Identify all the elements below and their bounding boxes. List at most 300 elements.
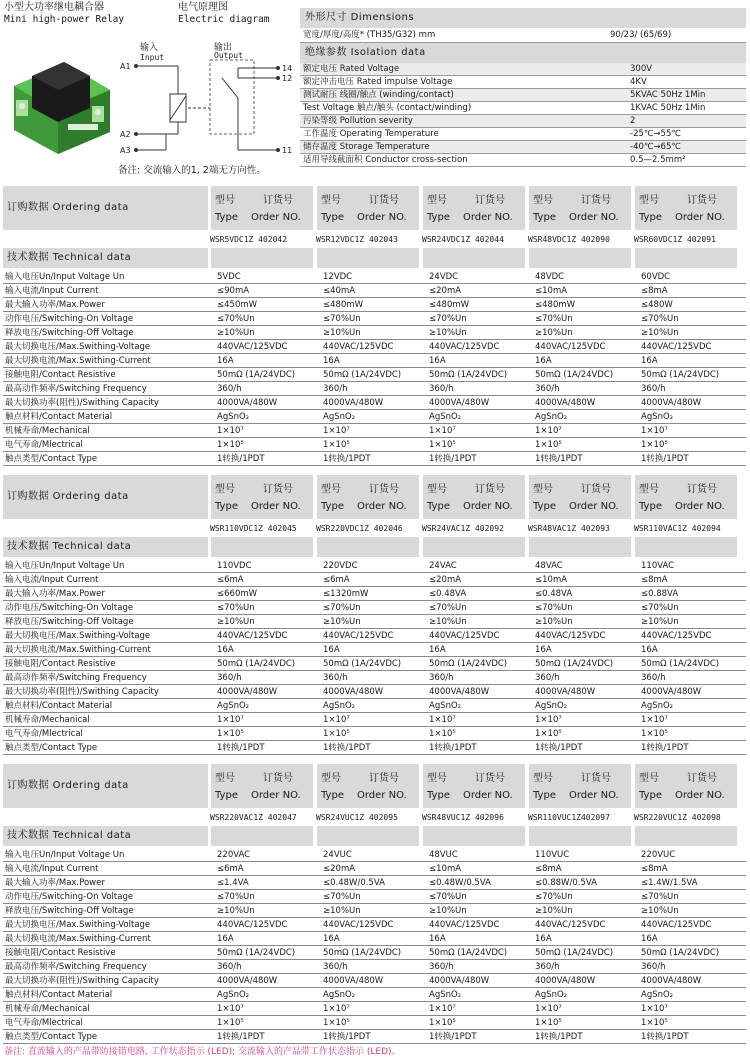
parameter-row (3, 960, 746, 974)
order-label-cn: 订货号 (369, 484, 399, 495)
parameter-value: ≥10%Un (323, 617, 361, 627)
parameter-label: 最大切换功率(阻性)/Swithing Capacity (5, 687, 159, 697)
parameter-value: ≤0.88W/0.5VA (535, 878, 597, 888)
parameter-value: 5VDC (217, 272, 241, 282)
parameter-value: 1×10⁵ (217, 729, 244, 739)
technical-data-label (3, 537, 746, 557)
column-header (423, 186, 525, 230)
parameter-label: 动作电压/Switching-On Voltage (5, 603, 134, 613)
parameter-value: ≥10%Un (429, 617, 467, 627)
parameter-value: ≤70%Un (323, 892, 361, 902)
parameter-value: ≥10%Un (535, 617, 573, 627)
parameter-value: 4000VA/480W (323, 687, 384, 697)
dimensions-row (300, 28, 746, 43)
parameter-label: 最大切换电压/Max.Swithing-Voltage (5, 920, 151, 930)
parameter-row (3, 615, 746, 629)
parameter-value: 220VDC (323, 561, 358, 571)
parameter-value: 4000VA/480W (217, 398, 278, 408)
column-header (529, 186, 631, 230)
parameter-value: 440VAC/125VDC (641, 342, 712, 352)
order-label-cn: 订货号 (581, 484, 611, 495)
parameter-value: ≤70%Un (641, 314, 679, 324)
order-label-en: Order NO. (569, 212, 619, 223)
parameter-row (3, 848, 746, 862)
parameter-value: 1转换/1PDT (323, 743, 371, 753)
parameter-value: 16A (217, 356, 234, 366)
parameter-value: 360/h (535, 673, 560, 683)
parameter-value: 4000VA/480W (535, 687, 596, 697)
parameter-row (3, 438, 746, 452)
parameter-label: 接触电阻/Contact Resistive (5, 948, 116, 958)
type-label-cn: 型号 (639, 773, 659, 784)
parameter-value: 1×10⁷ (217, 1004, 244, 1014)
parameter-value: 1转换/1PDT (429, 454, 477, 464)
type-label-cn: 型号 (533, 773, 553, 784)
parameter-value: 4000VA/480W (641, 687, 702, 697)
type-label-cn: 型号 (639, 484, 659, 495)
parameter-value: ≤10mA (535, 286, 568, 296)
parameter-value: ≤70%Un (217, 603, 255, 613)
parameter-label: 触点材料/Contact Material (5, 412, 113, 422)
isolation-label: 污染等级 Pollution severity (303, 116, 413, 126)
parameter-value: 50mΩ (1A/24VDC) (217, 948, 296, 958)
parameter-row (3, 284, 746, 298)
parameter-value: ≤6mA (217, 575, 244, 585)
order-label-cn: 订货号 (687, 195, 717, 206)
parameter-value: 24VUC (323, 850, 352, 860)
dimensions-label: 宽度/厚度/高度* (TH35/G32) mm (303, 30, 436, 40)
parameter-label: 最高动作频率/Switching Frequency (5, 673, 147, 683)
parameter-value: AgSnO₂ (535, 701, 568, 711)
parameter-value: 1×10⁵ (535, 1018, 562, 1028)
parameter-value: 440VAC/125VDC (535, 920, 606, 930)
parameter-value: 16A (641, 934, 658, 944)
model-order-number: WSR48VUC1Z 402096 (422, 813, 504, 822)
diagram-title-cn: 电气原理图 (178, 2, 228, 13)
order-label-cn: 订货号 (475, 773, 505, 784)
parameter-value: 1转换/1PDT (429, 743, 477, 753)
parameter-value: 1×10⁷ (641, 715, 668, 725)
parameter-label: 触点材料/Contact Material (5, 701, 113, 711)
parameter-value: 16A (641, 645, 658, 655)
order-label-en: Order NO. (357, 501, 407, 512)
parameter-value: 16A (535, 356, 552, 366)
parameter-row (3, 699, 746, 713)
parameter-label: 最大切换功率(阻性)/Swithing Capacity (5, 398, 159, 408)
order-label-en: Order NO. (251, 501, 301, 512)
parameter-row (3, 657, 746, 671)
parameter-value: ≤1.4VA (217, 878, 249, 888)
model-order-number: WSR24VAC1Z 402092 (422, 524, 504, 533)
parameter-label: 机械寿命/Mechanical (5, 426, 90, 436)
parameter-value: ≤660mW (217, 589, 258, 599)
parameter-row (3, 354, 746, 368)
parameter-value: 220VAC (217, 850, 251, 860)
parameter-value: 1转换/1PDT (535, 1032, 583, 1042)
parameter-value: ≤480W (641, 300, 673, 310)
order-label-en: Order NO. (357, 790, 407, 801)
diagram-title-en: Electric diagram (178, 14, 270, 25)
technical-data-label (3, 826, 746, 846)
parameter-value: ≤70%Un (323, 314, 361, 324)
parameter-row (3, 974, 746, 988)
type-label-en: Type (639, 501, 662, 512)
order-label-en: Order NO. (463, 212, 513, 223)
parameter-label: 动作电压/Switching-On Voltage (5, 314, 134, 324)
isolation-label: 工作温度 Operating Temperature (303, 129, 439, 139)
parameter-value: 1×10⁵ (641, 440, 668, 450)
parameter-value: 1×10⁵ (429, 440, 456, 450)
parameter-value: AgSnO₂ (217, 701, 250, 711)
type-label-cn: 型号 (427, 773, 447, 784)
parameter-value: ≥10%Un (217, 328, 255, 338)
isolation-row (300, 63, 746, 76)
order-label-en: Order NO. (463, 501, 513, 512)
isolation-label: 额定冲击电压 Rated impulse Voltage (303, 77, 453, 87)
parameter-value: 4000VA/480W (535, 976, 596, 986)
parameter-row (3, 559, 746, 573)
parameter-value: 50mΩ (1A/24VDC) (641, 659, 720, 669)
parameter-value: AgSnO₂ (217, 412, 250, 422)
parameter-value: 1×10⁵ (217, 440, 244, 450)
parameter-value: 4000VA/480W (323, 976, 384, 986)
parameter-label: 输入电流/Input Current (5, 575, 99, 585)
parameter-label: 输入电压Un/Input Voltage Un (5, 272, 125, 282)
footer-note: 备注: 直流输入的产品带防接错电路, 工作状态指示 (LED); 交流输入的产品带工作状态指示 (LED)。 (4, 1047, 401, 1057)
parameter-value: 4000VA/480W (429, 976, 490, 986)
parameter-value: 1转换/1PDT (535, 454, 583, 464)
type-label-en: Type (533, 212, 556, 223)
parameter-label: 最大输入功率/Max.Power (5, 589, 105, 599)
pin-a3: A3 (120, 146, 131, 155)
dimensions-value: 90/23/ (65/69) (610, 30, 672, 40)
model-order-number: WSR60VDC1Z 402091 (634, 235, 716, 244)
type-label-cn: 型号 (533, 484, 553, 495)
type-label-en: Type (321, 501, 344, 512)
order-label-en: Order NO. (675, 212, 725, 223)
model-order-number: WSR220VUC1Z 402098 (634, 813, 721, 822)
parameter-row (3, 410, 746, 424)
isolation-value: 0.5—2.5mm² (630, 155, 686, 165)
order-label-cn: 订货号 (475, 484, 505, 495)
parameter-value: AgSnO₂ (535, 990, 568, 1000)
parameter-value: 1×10⁷ (641, 1004, 668, 1014)
parameter-value: 110VDC (217, 561, 252, 571)
parameter-value: 1×10⁵ (217, 1018, 244, 1028)
parameter-label: 接触电阻/Contact Resistive (5, 659, 116, 669)
isolation-label: 储存温度 Storage Temperature (303, 142, 430, 152)
parameter-value: 48VDC (535, 272, 565, 282)
parameter-value: 1转换/1PDT (535, 743, 583, 753)
parameter-row (3, 340, 746, 354)
technical-data-text: 技术数据 Technical data (7, 830, 132, 841)
parameter-value: ≤1320mW (323, 589, 369, 599)
product-title (4, 2, 124, 26)
spec-panel (300, 8, 746, 167)
parameter-value: 1×10⁷ (429, 1004, 456, 1014)
model-order-number: WSR5VDC1Z 402042 (210, 235, 288, 244)
parameter-value: ≤70%Un (217, 314, 255, 324)
parameter-value: 220VUC (641, 850, 676, 860)
parameter-label: 电气寿命/Mlectrical (5, 729, 83, 739)
parameter-label: 输入电流/Input Current (5, 864, 99, 874)
parameter-value: 16A (323, 934, 340, 944)
product-title-cn: 小型大功率继电耦合器 (4, 2, 104, 13)
parameter-value: 1×10⁷ (217, 426, 244, 436)
parameter-value: 440VAC/125VDC (323, 342, 394, 352)
isolation-value: 4KV (630, 77, 647, 87)
parameter-value: 50mΩ (1A/24VDC) (641, 370, 720, 380)
parameter-label: 输入电压Un/Input Voltage Un (5, 561, 125, 571)
parameter-label: 接触电阻/Contact Resistive (5, 370, 116, 380)
parameter-label: 最高动作频率/Switching Frequency (5, 384, 147, 394)
pin-11: 11 (282, 146, 293, 155)
parameter-value: 16A (535, 934, 552, 944)
parameter-value: ≥10%Un (323, 906, 361, 916)
parameter-value: 1转换/1PDT (323, 1032, 371, 1042)
column-header (317, 764, 419, 808)
order-label-cn: 订货号 (263, 195, 293, 206)
electric-diagram (118, 42, 296, 158)
parameter-value: 50mΩ (1A/24VDC) (323, 659, 402, 669)
parameter-label: 释放电压/Switching-Off Voltage (5, 617, 134, 627)
parameter-row (3, 918, 746, 932)
parameter-value: 16A (641, 356, 658, 366)
parameter-value: 440VAC/125VDC (641, 920, 712, 930)
parameter-value: ≤0.48W/0.5VA (323, 878, 385, 888)
column-header (635, 475, 737, 519)
type-label-en: Type (321, 790, 344, 801)
parameter-value: 440VAC/125VDC (535, 631, 606, 641)
parameter-value: AgSnO₂ (641, 701, 674, 711)
parameter-value: ≤6mA (323, 575, 350, 585)
isolation-row (300, 115, 746, 128)
parameter-label: 输入电流/Input Current (5, 286, 99, 296)
parameter-row (3, 270, 746, 284)
parameter-row (3, 713, 746, 727)
parameter-row (3, 904, 746, 918)
technical-data-text: 技术数据 Technical data (7, 541, 132, 552)
parameter-row (3, 298, 746, 312)
parameter-value: ≤40mA (323, 286, 356, 296)
technical-data-label (3, 248, 746, 268)
parameter-value: 440VAC/125VDC (429, 342, 500, 352)
model-order-number: WSR110VDC1Z 402045 (210, 524, 297, 533)
parameter-row (3, 876, 746, 890)
parameter-value: 1转换/1PDT (641, 1032, 689, 1042)
parameter-value: ≤20mA (323, 864, 356, 874)
order-label-en: Order NO. (463, 790, 513, 801)
parameter-row (3, 326, 746, 340)
parameter-value: 12VDC (323, 272, 353, 282)
parameter-value: 1×10⁵ (429, 1018, 456, 1028)
parameter-row (3, 1016, 746, 1030)
ac-input-note: 备注: 交流输入的1, 2端无方向性。 (118, 165, 266, 176)
column-header (423, 764, 525, 808)
parameter-label: 机械寿命/Mechanical (5, 1004, 90, 1014)
type-label-en: Type (533, 790, 556, 801)
parameter-row (3, 741, 746, 755)
parameter-value: ≤10mA (535, 575, 568, 585)
parameter-value: 360/h (323, 962, 348, 972)
model-order-number: WSR24VUC1Z 402095 (316, 813, 398, 822)
order-label-en: Order NO. (357, 212, 407, 223)
parameter-row (3, 946, 746, 960)
type-label-en: Type (533, 501, 556, 512)
parameter-value: 360/h (535, 962, 560, 972)
input-label-cn: 输入 (140, 43, 159, 53)
parameter-value: 1转换/1PDT (217, 1032, 265, 1042)
parameter-value: 1转换/1PDT (641, 454, 689, 464)
order-label-cn: 订货号 (369, 195, 399, 206)
parameter-value: 24VDC (429, 272, 459, 282)
parameter-row (3, 424, 746, 438)
parameter-label: 最大输入功率/Max.Power (5, 878, 105, 888)
parameter-label: 输入电压Un/Input Voltage Un (5, 850, 125, 860)
pin-14: 14 (282, 64, 293, 73)
parameter-value: 360/h (535, 384, 560, 394)
type-label-cn: 型号 (215, 773, 235, 784)
column-header (423, 475, 525, 519)
parameter-row (3, 629, 746, 643)
parameter-value: ≤450mW (217, 300, 258, 310)
parameter-value: 1×10⁷ (323, 715, 350, 725)
parameter-value: AgSnO₂ (323, 412, 356, 422)
column-header (317, 475, 419, 519)
parameter-value: 4000VA/480W (429, 398, 490, 408)
parameter-value: 110VUC (535, 850, 570, 860)
parameter-value: 50mΩ (1A/24VDC) (535, 948, 614, 958)
parameter-value: 360/h (217, 673, 242, 683)
order-label-cn: 订货号 (687, 484, 717, 495)
parameter-value: 1转换/1PDT (217, 743, 265, 753)
parameter-value: 360/h (641, 962, 666, 972)
parameter-value: ≤480mW (535, 300, 576, 310)
parameter-value: 360/h (323, 673, 348, 683)
parameter-value: 360/h (429, 673, 454, 683)
isolation-row (300, 76, 746, 89)
isolation-row (300, 128, 746, 141)
parameter-value: 1×10⁷ (217, 715, 244, 725)
parameter-value: 50mΩ (1A/24VDC) (429, 370, 508, 380)
input-label-en: Input (140, 53, 165, 62)
parameter-value: ≤20mA (429, 575, 462, 585)
isolation-value: -40℃→65℃ (630, 142, 681, 152)
parameter-value: 16A (429, 645, 446, 655)
parameter-value: 24VAC (429, 561, 457, 571)
parameter-value: 440VAC/125VDC (535, 342, 606, 352)
type-label-en: Type (639, 790, 662, 801)
parameter-label: 触点类型/Contact Type (5, 454, 98, 464)
parameter-row (3, 685, 746, 699)
order-label-cn: 订货号 (581, 195, 611, 206)
product-header (0, 0, 750, 178)
parameter-value: ≤70%Un (641, 892, 679, 902)
parameter-value: 360/h (429, 384, 454, 394)
parameter-value: ≤70%Un (535, 892, 573, 902)
parameter-label: 最大输入功率/Max.Power (5, 300, 105, 310)
isolation-value: 1KVAC 50Hz 1Min (630, 103, 706, 113)
column-header (529, 764, 631, 808)
column-header (211, 186, 313, 230)
parameter-value: 4000VA/480W (429, 687, 490, 697)
parameter-value: 440VAC/125VDC (429, 631, 500, 641)
parameter-value: 1×10⁷ (535, 426, 562, 436)
order-label-cn: 订货号 (369, 773, 399, 784)
type-label-cn: 型号 (427, 484, 447, 495)
parameter-value: 1×10⁷ (535, 1004, 562, 1014)
parameter-row (3, 643, 746, 657)
parameter-value: 48VAC (535, 561, 563, 571)
parameter-label: 电气寿命/Mlectrical (5, 1018, 83, 1028)
isolation-row (300, 141, 746, 154)
model-order-number: WSR48VAC1Z 402093 (528, 524, 610, 533)
parameter-row (3, 573, 746, 587)
model-order-number: WSR110VUC1Z402097 (528, 813, 610, 822)
parameter-row (3, 1002, 746, 1016)
parameter-value: 1×10⁷ (429, 426, 456, 436)
parameter-value: 16A (323, 356, 340, 366)
parameter-value: ≥10%Un (217, 617, 255, 627)
isolation-row (300, 154, 746, 167)
order-label-en: Order NO. (569, 790, 619, 801)
type-label-cn: 型号 (427, 195, 447, 206)
parameter-value: ≤70%Un (429, 603, 467, 613)
isolation-label: Test Voltage 触点/触头 (contact/winding) (303, 103, 472, 113)
ordering-data-label: 订购数据 Ordering data (3, 475, 208, 519)
parameter-value: AgSnO₂ (641, 990, 674, 1000)
parameter-value: ≤480mW (429, 300, 470, 310)
parameter-label: 动作电压/Switching-On Voltage (5, 892, 134, 902)
order-label-en: Order NO. (675, 501, 725, 512)
column-header (317, 186, 419, 230)
parameter-value: 110VAC (641, 561, 675, 571)
pin-a1: A1 (120, 62, 131, 71)
order-label-en: Order NO. (569, 501, 619, 512)
parameter-value: AgSnO₂ (323, 990, 356, 1000)
ordering-block (0, 182, 750, 471)
parameter-value: 4000VA/480W (535, 398, 596, 408)
parameter-value: ≤70%Un (535, 603, 573, 613)
parameter-value: ≤70%Un (429, 314, 467, 324)
output-label-en: Output (214, 51, 243, 60)
parameter-value: 1×10⁷ (323, 1004, 350, 1014)
parameter-label: 机械寿命/Mechanical (5, 715, 90, 725)
technical-data-text: 技术数据 Technical data (7, 252, 132, 263)
parameter-value: ≤70%Un (641, 603, 679, 613)
parameter-value: 440VAC/125VDC (429, 920, 500, 930)
parameter-value: ≥10%Un (535, 906, 573, 916)
parameter-row (3, 601, 746, 615)
parameter-row (3, 890, 746, 904)
parameter-value: ≥10%Un (217, 906, 255, 916)
parameter-value: ≥10%Un (323, 328, 361, 338)
parameter-value: ≤0.88VA (641, 589, 679, 599)
parameter-value: ≥10%Un (429, 328, 467, 338)
type-label-en: Type (215, 790, 238, 801)
model-order-number: WSR220VAC1Z 402047 (210, 813, 297, 822)
parameter-value: ≤10mA (429, 864, 462, 874)
parameter-value: 1×10⁵ (535, 440, 562, 450)
parameter-value: 1×10⁷ (429, 715, 456, 725)
parameter-value: ≤70%Un (323, 603, 361, 613)
parameter-value: ≤8mA (641, 575, 668, 585)
order-label-cn: 订货号 (263, 484, 293, 495)
parameter-label: 触点类型/Contact Type (5, 1032, 98, 1042)
isolation-row (300, 89, 746, 102)
type-label-cn: 型号 (321, 195, 341, 206)
type-label-cn: 型号 (215, 195, 235, 206)
